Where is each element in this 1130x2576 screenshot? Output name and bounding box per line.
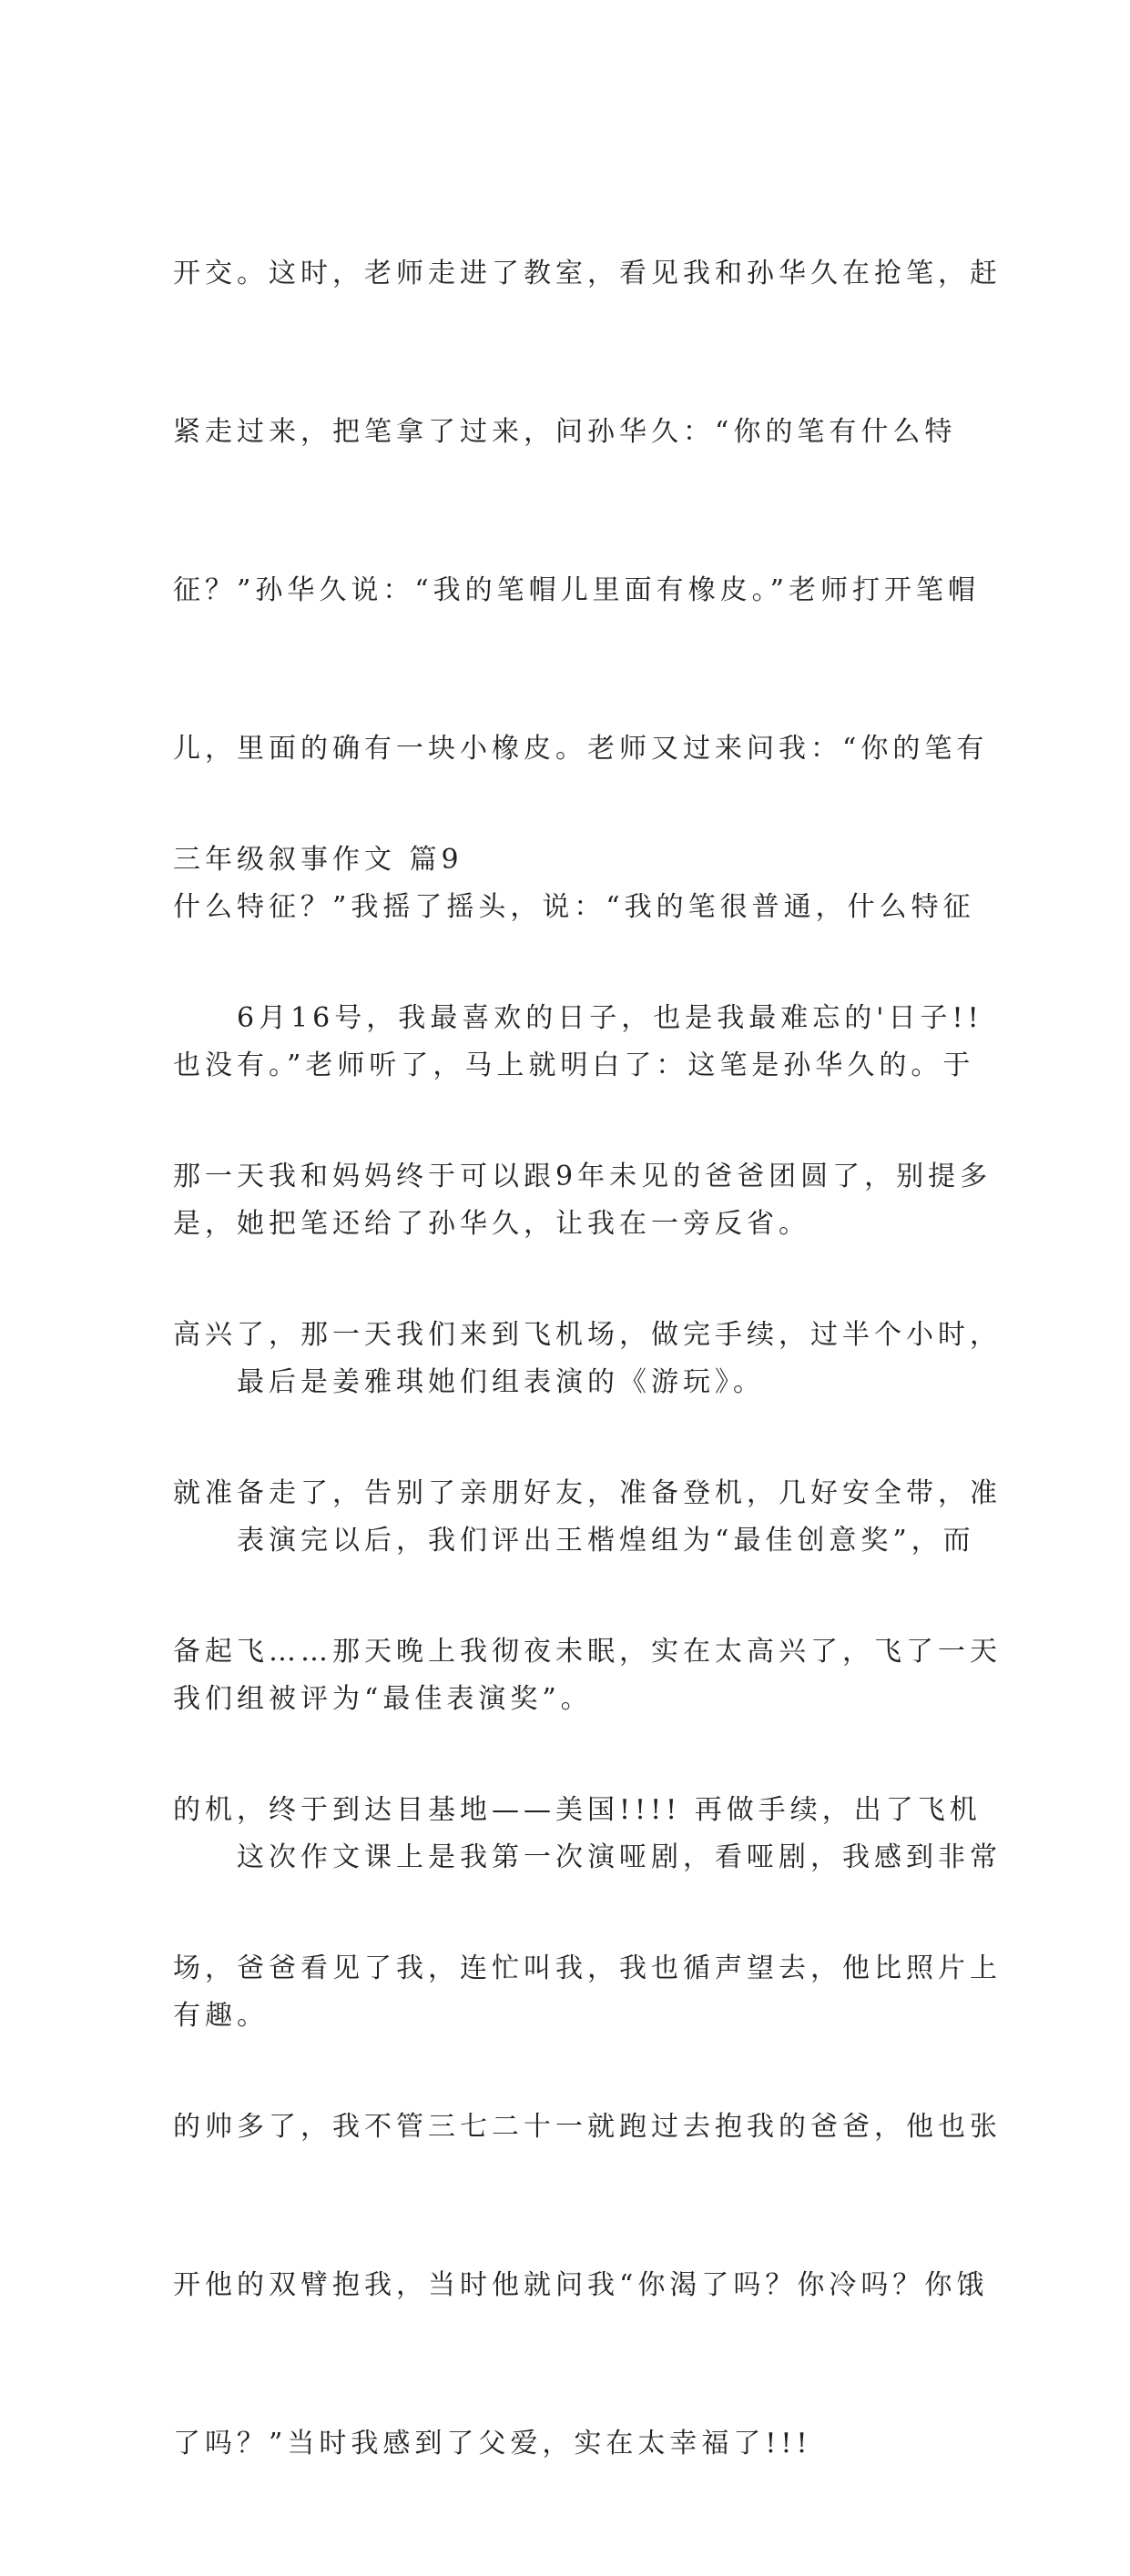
text-line: 儿，里面的确有一块小橡皮。老师又过来问我：“你的笔有 [173, 733, 989, 765]
text-line: 也没有。”老师听了，马上就明白了：这笔是孙华久的。于 [173, 1050, 975, 1081]
text-line: 是，她把笔还给了孙华久，让我在一旁反省。 [173, 1208, 810, 1240]
text-line: 表演完以后，我们评出王楷煌组为“最佳创意奖”，而 [173, 1525, 975, 1557]
text-line: 6月16号，我最喜欢的日子，也是我最难忘的'日子!! [173, 1002, 983, 1034]
text-line: 就准备走了，告别了亲朋好友，准备登机，几好安全带，准 [173, 1477, 1002, 1509]
text-line: 紧走过来，把笔拿了过来，问孙华久：“你的笔有什么特 [173, 416, 957, 448]
essay-heading: 三年级叙事作文 篇9 [173, 844, 463, 876]
text-line: 最后是姜雅琪她们组表演的《游玩》。 [173, 1366, 765, 1398]
essay-body [173, 887, 1002, 2576]
text-line: 我们组被评为“最佳表演奖”。 [173, 1683, 593, 1715]
text-line: 的帅多了，我不管三七二十一就跑过去抱我的爸爸，他也张 [173, 2111, 1002, 2143]
text-line: 高兴了，那一天我们来到飞机场，做完手续，过半个小时， [173, 1319, 1002, 1351]
text-line: 的机，终于到达目基地——美国!!!! 再做手续，出了飞机 [173, 1794, 982, 1826]
text-line: 场，爸爸看见了我，连忙叫我，我也循声望去，他比照片上 [173, 1952, 1002, 1984]
text-line: 有趣。 [173, 2000, 269, 2032]
text-line: 了吗？”当时我感到了父爱，实在太幸福了!!! [173, 2428, 812, 2459]
text-line: 这次作文课上是我第一次演哑剧，看哑剧，我感到非常 [173, 1841, 1002, 1873]
text-line: 备起飞……那天晚上我彻夜未眠，实在太高兴了，飞了一天 [173, 1636, 1002, 1668]
text-line: 开交。这时，老师走进了教室，看见我和孙华久在抢笔，赶 [173, 258, 1002, 289]
text-line: 开他的双臂抱我，当时他就问我“你渴了吗？你冷吗？你饿 [173, 2269, 989, 2301]
text-line: 那一天我和妈妈终于可以跟9年未见的爸爸团圆了，别提多 [173, 1161, 993, 1192]
text-line: 什么特征？”我摇了摇头，说：“我的笔很普通，什么特征 [173, 891, 975, 923]
text-line: 征？”孙华久说：“我的笔帽儿里面有橡皮。”老师打开笔帽 [173, 574, 981, 606]
